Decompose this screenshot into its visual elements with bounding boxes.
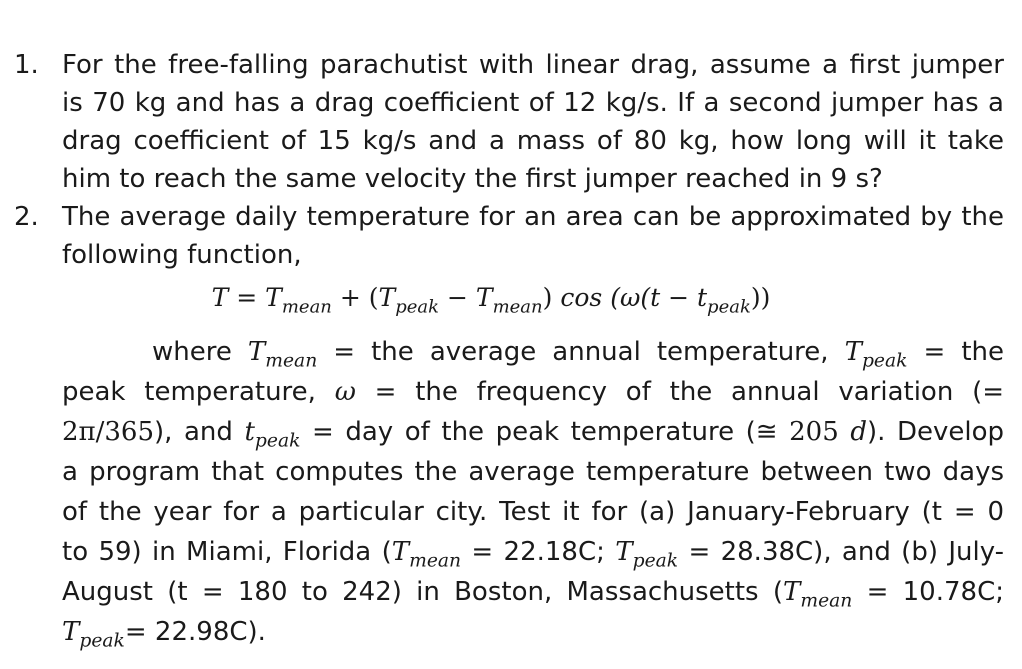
math-var: T (844, 337, 862, 367)
eq-symbol: T (378, 283, 396, 312)
text-line: of the year for a particular city. Test it for (a) January-February (t = 0 (62, 497, 1004, 527)
problem-1-text (62, 46, 1004, 198)
eq-symbol: − (668, 283, 690, 312)
text-run: ), and (154, 417, 245, 447)
math-var: T (62, 617, 80, 647)
eq-symbol: ) (542, 283, 553, 312)
text-run: where (152, 337, 248, 367)
text-run: to 59) in Miami, Florida ( (62, 537, 392, 567)
text-line: The average daily temperature for an area can be approximated by the (62, 202, 1004, 232)
math-subscript: peak (632, 550, 679, 572)
math-var: T (783, 577, 801, 607)
math-var: T (391, 537, 410, 567)
text-line: drag coefficient of 15 kg/s and a mass of 80 kg, how long will it take (62, 126, 1004, 156)
math-var: d (850, 417, 867, 447)
text-run: = 22.18C; (461, 537, 616, 567)
text-line: is 70 kg and has a drag coefficient of 12 kg/s. If a second jumper has a (62, 88, 1004, 118)
eq-subscript: mean (281, 296, 332, 318)
text-line (62, 372, 1004, 412)
eq-symbol: ( (368, 283, 379, 312)
math-subscript: peak (79, 630, 125, 652)
math-expr: 2π/365 (62, 417, 155, 447)
text-line (62, 532, 1004, 572)
problem-number: 1. (14, 50, 39, 80)
problem-2-intro (62, 198, 1004, 274)
eq-symbol: − (446, 283, 468, 312)
eq-symbol: = (236, 283, 258, 312)
text-run: = the average annual temperature, (317, 337, 845, 367)
text-run: ). Develop (866, 417, 1004, 447)
text-run: = day of the peak temperature ( (300, 417, 756, 447)
eq-subscript: mean (492, 296, 543, 318)
eq-subscript: peak (707, 296, 751, 318)
math-subscript: mean (409, 550, 462, 572)
text-line (62, 412, 1004, 452)
text-line (62, 332, 1004, 372)
eq-symbol: cos (560, 283, 603, 312)
problem-number: 2. (14, 202, 39, 232)
math-var: T (247, 337, 266, 367)
text-line: following function, (62, 240, 302, 270)
problem-2-paragraph (62, 332, 1004, 652)
eq-symbol: T (211, 283, 229, 312)
text-run: peak temperature, (62, 377, 335, 407)
eq-symbol: + (339, 283, 361, 312)
text-run: = 22.98C). (124, 617, 266, 647)
eq-subscript: peak (395, 296, 440, 318)
eq-symbol: T (265, 283, 282, 312)
math-var: t (244, 417, 255, 447)
eq-symbol: (ω(t (610, 283, 661, 312)
text-run: = 10.78C; (852, 577, 1004, 607)
temperature-equation (0, 280, 1002, 316)
math-subscript: mean (800, 590, 853, 612)
eq-symbol: T (475, 283, 493, 312)
text-run: = the frequency of the annual variation (= (374, 377, 1004, 407)
text-line: For the free-falling parachutist with linear drag, assume a first jumper (62, 50, 1004, 80)
math-var: T (615, 537, 633, 567)
text-line (62, 572, 1004, 612)
text-run: August (t = 180 to 242) in Boston, Massachusetts ( (62, 577, 783, 607)
math-var: ω (334, 377, 356, 407)
text-run: = the (907, 337, 1005, 367)
text-line (62, 612, 1004, 652)
text-line: him to reach the same velocity the first jumper reached in 9 s? (62, 164, 883, 194)
text-run: = 28.38C), and (b) July- (678, 537, 1005, 567)
math-expr: ≅ 205 (755, 417, 851, 447)
eq-symbol: t (697, 283, 708, 312)
math-subscript: peak (861, 350, 908, 372)
eq-symbol: )) (750, 283, 771, 312)
math-subscript: peak (254, 430, 301, 452)
text-line: a program that computes the average temperature between two days (62, 457, 1004, 487)
math-subscript: mean (265, 350, 318, 372)
